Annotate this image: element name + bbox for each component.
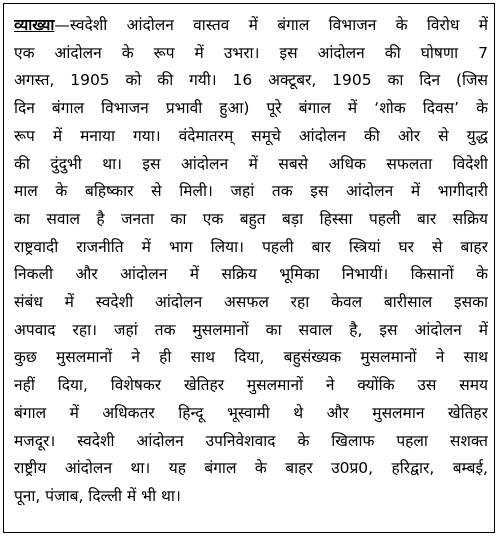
explanation-heading: व्याख्या: [14, 16, 55, 34]
text-line-2: एक आंदोलन के रूप में उभरा। इस आंदोलन की घोषणा 7: [14, 43, 488, 62]
text-line-5: रूप में मनाया गया। वंदेमातरम् समूचे आंदोलन की ओर से युद्ध: [14, 126, 488, 145]
text-line-13: कुछ मुसलमानों ने ही साथ दिया, बहुसंख्यक मुसलमानों ने साथ: [14, 348, 488, 367]
text-line-9: राष्ट्रवादी राजनीति में भाग लिया। पहली बार स्त्रियां घर से बाहर: [14, 237, 488, 256]
text-line-1: [14, 12, 488, 40]
text-line-6: की दुंदुभी था। इस आंदोलन में सबसे अधिक सफलता विदेशी: [14, 154, 488, 173]
text-line-16: मजदूर। स्वदेशी आंदोलन उपनिवेशवाद के खिलाफ पहला सशक्त: [14, 431, 488, 450]
text-line-11: संबंध में स्वदेशी आंदोलन असफल रहा केवल बारीसाल इसका: [14, 293, 488, 312]
text-line-8: का सवाल है जनता का एक बहुत बड़ा हिस्सा पहली बार सक्रिय: [14, 209, 488, 228]
text-line-17: राष्ट्रीय आंदोलन था। यह बंगाल के बाहर उ0प्र0, हरिद्वार, बम्बई,: [14, 459, 488, 478]
explanation-paragraph: [14, 12, 488, 511]
text-line-7: माल के बहिष्कार से मिली। जहां तक इस आंदोलन में भागीदारी: [14, 182, 488, 201]
text-line-14: नहीं दिया, विशेषकर खेतिहर मुसलमानों ने क्योंकि उस समय: [14, 376, 488, 395]
text-line-4: दिन बंगाल विभाजन प्रभावी हुआ) पूरे बंगाल में ‘शोक दिवस’ के: [14, 99, 488, 118]
text-line-10: निकली और आंदोलन में सक्रिय भूमिका निभायीं। किसानों के: [14, 265, 488, 284]
text-line-3: अगस्त, 1905 को की गयी। 16 अक्टूबर, 1905 का दिन (जिस: [14, 71, 488, 90]
text-line-1-content: —स्वदेशी आंदोलन वास्तव में बंगाल विभाजन के विरोध में: [54, 16, 488, 34]
text-line-18: पूना, पंजाब, दिल्ली में भी था।: [14, 486, 181, 505]
text-box-frame: [3, 3, 495, 533]
text-line-12: अपवाद रहा। जहां तक मुसलमानों का सवाल है, इस आंदोलन में: [14, 320, 488, 339]
text-line-15: बंगाल में अधिकतर हिन्दू भूस्वामी थे और मुसलमान खेतिहर: [14, 403, 488, 422]
